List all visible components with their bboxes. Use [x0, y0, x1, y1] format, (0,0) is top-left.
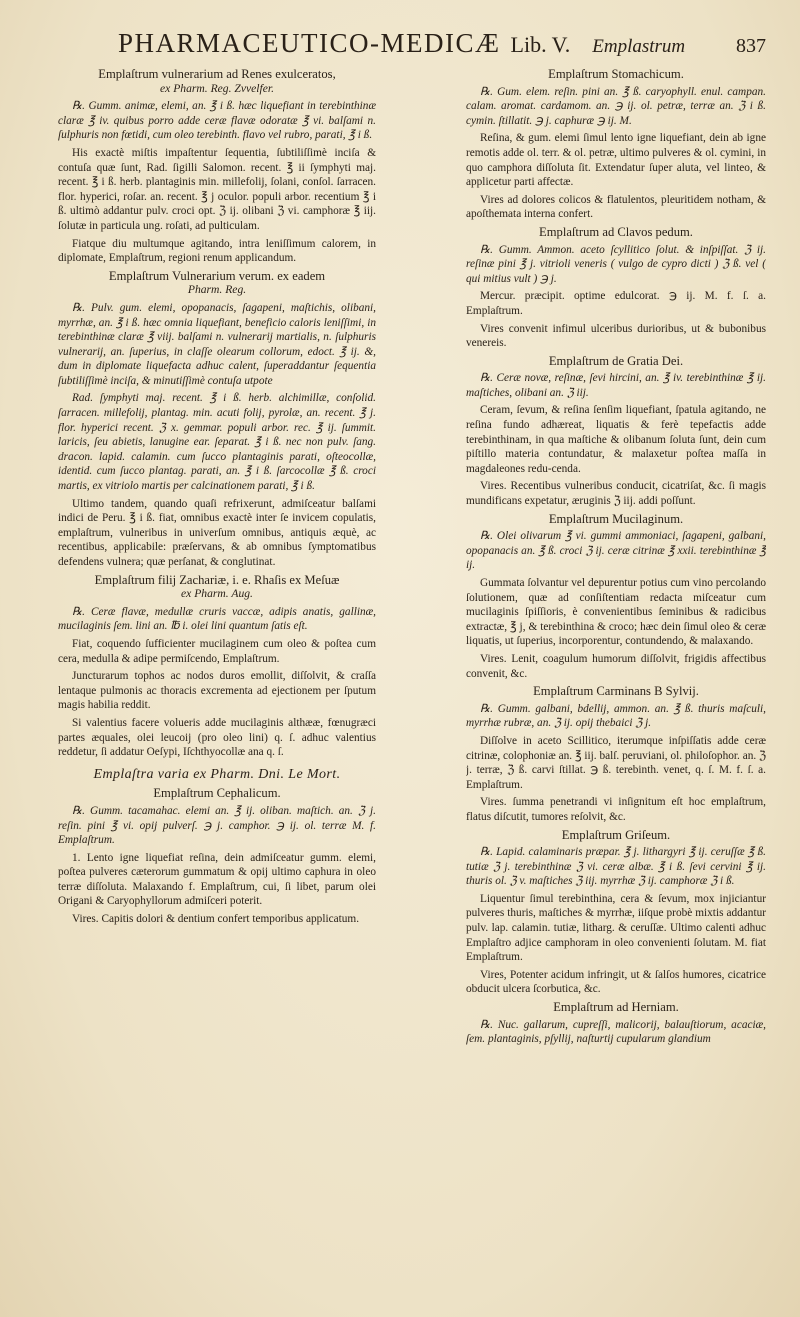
recipe-section: [466, 684, 766, 824]
recipe-section: [58, 573, 376, 760]
recipe-virtues: Vires. Lenit, coagulum humorum diſſolvit, frigidis affectibus convenit, &c.: [466, 652, 766, 680]
recipe-title: Emplaſtrum de Gratia Dei.: [548, 353, 684, 368]
recipe-title: Emplaſtrum Carminans B Sylvij.: [533, 684, 699, 699]
recipe-instructions: 1. Lento igne liquefiat reſina, dein admiſceatur gumm. elemi, poſtea pulveres cæterorum gummatum & opij ultimo caphura in oleo terræ diſſoluta. Malaxando f. Emplaſtrum, cui, ſi libet, parum olei Origani & Caryophyllorum admiſceri poterit.: [58, 851, 376, 908]
recipe-section: [466, 354, 766, 509]
recipe-ingredients: ℞. Gumm. animæ, elemi, an. ℥ i ß. hæc liquefiant in terebinthinæ claræ ℥ iv. quibus porro adde ceræ flavæ odoratæ ℥ vi. balſami n. ſulphuris non fœtidi, cum oleo terebinth. flavo vel rubro, parati, ℥ i ß.: [58, 100, 376, 142]
recipe-instructions: Gummata ſolvantur vel depurentur potius cum vino percolando ſolutionem, quæ ad conſiſtentiam redacta miſceatur cum mucilaginis ſpiſſioris, è convenientibus ſeminibus & radicibus extractæ, ℥ j, & terebinthina & croco; hæc dein ſimul oleo & ceræ liquatis, ut ſuperius, incorporentur, contundendo, & malaxando.: [466, 577, 766, 648]
recipe-instructions: Mercur. præcipit. optime edulcorat. ℈ ij. M. f. ſ. a. Emplaſtrum.: [466, 290, 766, 317]
recipe-ingredients: ℞. Ceræ novæ, reſinæ, ſevi hircini, an. ℥ iv. terebinthinæ ℥ ij. maſtiches, olibani an. ℨ iij.: [466, 372, 766, 399]
recipe-section: [58, 786, 376, 926]
recipe-ingredients: Rad. ſymphyti maj. recent. ℥ i ß. herb. alchimillæ, conſolid. ſarracen. millefolij, plantag. min. acuti folij, pyrolæ, an. recent. ℥ j. flor. hyperici recent. ℨ x. gemmar. populi arbor. rec. ℥ ij. ſummit. laricis, ſeu abietis, lanugine ear. ſeparat. ℥ i ß. nec non pulv. ſang. dracon. lapid. calamin. cum ſucco plantaginis parati, oſteocollæ, identid. cum ſucco plantag. parati, an. ℥ i ß. ſarcocollæ ℥ ß. croci martis, ex vitriolo martis per calcinationem parati, ℥ i ß.: [58, 392, 376, 493]
recipe-title: Emplaſtrum ad Herniam.: [553, 1000, 679, 1015]
recipe-ingredients: ℞. Ceræ flavæ, medullæ cruris vaccæ, adipis anatis, gallinæ, mucilaginis ſem. lini an. ℔ i. olei lini quantum ſatis eſt.: [58, 605, 376, 633]
recipe-title: Emplaſtrum filij Zachariæ, i. e. Rhaſis ex Meſuæ: [94, 572, 340, 587]
recipe-virtues: Juncturarum tophos ac nodos duros emollit, diſſolvit, & craſſa lentaque pulmonis ac thoracis excrementa ad ejectionem per ſputum magis habilia reddit.: [58, 670, 376, 712]
recipe-title: Emplaſtrum Stomachicum.: [548, 67, 684, 81]
recipe-instructions: Fiatque diu multumque agitando, intra leniſſimum calorem, in diplomate, Emplaſtrum, regioni renum applicandum.: [58, 237, 376, 265]
page-number: 837: [736, 35, 766, 57]
recipe-ingredients: ℞. Olei olivarum ℥ vi. gummi ammoniaci, ſagapeni, galbani, opopanacis an. ℥ ß. croci ℨ ij. ceræ citrinæ ℥ xxii. terebinthinæ ℥ ij.: [466, 530, 766, 572]
recipe-ingredients: ℞. Gum. elem. reſin. pini an. ℥ ß. caryophyll. enul. campan. calam. aromat. cardamom. an. ℈ ij. ol. petræ, terræ an. ℨ i ß. cymin. ſtillatit. ℈ j. caphuræ ℈ ij. M.: [466, 85, 766, 127]
recipe-virtues: Vires convenit infimul ulceribus durioribus, ut & bubonibus venereis.: [466, 322, 766, 350]
recipe-section: [466, 1000, 766, 1047]
recipe-instructions: Diſſolve in aceto Scillitico, iterumque inſpiſſatis adde ceræ citrinæ, colophoniæ an. ℥ iij. balſ. peruviani, ol. philoſophor. an. ℨ j. terræ, ℨ ß. carvi ſtillat. ℈ ß. terebinth. venet, q. ſ. M. f. ſ. a. Emplaſtrum.: [466, 734, 766, 791]
section-title: Emplastrum: [592, 36, 686, 57]
recipe-section: [466, 225, 766, 351]
recipe-section: [466, 828, 766, 998]
recipe-virtues: Vires. ſumma penetrandi vi inſignitum eſt hoc emplaſtrum, flatus diſcutit, tumores reſolvit, &c.: [466, 796, 766, 823]
recipe-title: Emplaſtrum vulnerarium ad Renes exulceratos,: [98, 67, 336, 81]
recipe-source: ex Pharm. Aug.: [181, 587, 253, 601]
recipe-ingredients: ℞. Pulv. gum. elemi, opopanacis, ſagapeni, maſtichis, olibani, myrrhæ, an. ℥ i ß. hæc omnia liquefiant, beneficio caloris leniſſimi, in terebinthinæ claræ ℥ viij. balſami n. vulnerarij martialis, n. ſulphuris vulnerarij, an. ſuperius, in claſſe olearum collorum, edoct. ℥ ij. &, dum in diplomate liquefacta adhuc calent, ſuperaddantur ſequentia ſubtiliſſimè inciſa, & minutiſſimè contuſa utpote: [58, 301, 376, 387]
recipe-instructions: Liquentur ſimul terebinthina, cera & ſevum, mox injiciantur pulveres thuris, maſtiches & myrrhæ, iiſque probè mixtis addantur pulv. lap. calamin. tutiæ, litharg. & ceruſſæ. Ultimo calenti adhuc Emplaſtro adjice camphoram in oleo convenienti ſolutam. M. fiat Emplaſtrum.: [466, 892, 766, 964]
recipe-source: ex Pharm. Reg. Zvvelfer.: [160, 81, 274, 95]
recipe-title: Emplaſtrum Cephalicum.: [153, 786, 281, 801]
recipe-instructions: Reſina, & gum. elemi ſimul lento igne liquefiant, dein ab igne remotis adde ol. terr. & ol. petræ, ultimo pulveres & ol. cymini, in quo camphora diſſoluta ſit. Extendatur ſuper aluta, vel linteo, & applicetur parti affectæ.: [466, 132, 766, 189]
recipe-title: Emplaſtrum Vulnerarium verum. ex eadem: [108, 268, 326, 283]
recipe-title: Emplaſtrum ad Clavos pedum.: [539, 224, 693, 239]
recipe-section: [466, 512, 766, 682]
book-number: Lib. V.: [510, 32, 571, 57]
recipe-instructions: Ceram, ſevum, & reſina ſenſim liquefiant, ſpatula agitando, ne reſina fundo adhæreat, liquatis & ferè tepefactis adde terebinthinam, in qua maſtiche & olibanum ſoluta ſunt, dein cum piſtillo materia contundatur, & malaxetur poſtea maſſa in magdaleones redu-cenda.: [466, 404, 766, 475]
recipe-virtues: Vires. Recentibus vulneribus conducit, cicatriſat, &c. ſi magis mundificans expetatur, æruginis ℨ iij. addi poſſunt.: [466, 480, 766, 508]
recipe-ingredients: ℞. Lapid. calaminaris præpar. ℥ j. lithargyri ℥ ij. ceruſſæ ℥ ß. tutiæ ℨ j. terebinthinæ ℨ vi. ceræ albæ. ℥ i ß. ſevi cervini ℥ ij. thuris ol. ℨ v. maſtiches ℨ iij. myrrhæ ℨ ij. camphoræ ℨ i ß.: [466, 846, 766, 888]
right-column: [466, 64, 766, 1305]
recipe-ingredients: ℞. Gumm. tacamahac. elemi an. ℥ ij. oliban. maſtich. an. ℨ j. reſin. pini ℥ vi. opij pulverſ. ℈ j. camphor. ℈ ij. ol. terræ M. f. Emplaſtrum.: [58, 804, 376, 847]
recipe-source: Pharm. Reg.: [187, 283, 247, 297]
recipe-instructions: Ultimo tandem, quando quaſi refrixerunt, admiſceatur balſami indici de Peru. ℥ i ß. fiat, omnibus exactè inter ſe invicem copulatis, emplaſtrum, vulneribus in univerſum omnibus, antiquis æquè, ac recentibus, applicabile: præſervans, & ab omnibus ſymptomatibus defendens vulnera; quæ perſanat, & conglutinat.: [58, 497, 376, 568]
recipe-virtues: Vires, Potenter acidum infringit, ut & ſalſos humores, cicatrice obducit ulcera ſcorbutica, &c.: [466, 968, 766, 996]
recipe-ingredients: ℞. Nuc. gallarum, cupreſſi, malicorij, balauſtiorum, acaciæ, ſem. plantaginis, pſyllij, naſturtij cupularum glandium: [466, 1018, 766, 1046]
running-head: [118, 28, 766, 64]
recipe-virtues: Vires ad dolores colicos & flatulentos, pleuritidem notham, & apoſthemata interna confert.: [466, 193, 766, 221]
recipe-virtues: Vires. Capitis dolori & dentium confert temporibus applicatum.: [72, 913, 360, 926]
chapter-heading: Emplaſtra varia ex Pharm. Dni. Le Mort.: [93, 766, 341, 782]
recipe-title: Emplaſtrum Griſeum.: [561, 827, 671, 842]
recipe-section: [466, 67, 766, 222]
recipe-section: [58, 269, 376, 570]
recipe-section: [58, 67, 376, 266]
recipe-ingredients: ℞. Gumm. galbani, bdellij, ammon. an. ℥ ß. thuris maſculi, myrrhæ rubræ, an. ℨ ij. opij thebaici ℨ j.: [466, 702, 766, 730]
left-column: [58, 64, 376, 1305]
recipe-instructions: Fiat, coquendo ſufficienter mucilaginem cum oleo & poſtea cum cera, medulla & adipe permiſcendo, Emplaſtrum.: [58, 637, 376, 665]
recipe-title: Emplaſtrum Mucilaginum.: [548, 511, 684, 526]
recipe-note: Si valentius facere volueris adde mucilaginis althææ, fœnugræci partes æquales, olei leucoij (pro oleo lini) q. ſ. adhuc valentius reddetur, ſi addatur Oeſypi, Iſchthyocollæ ana q. ſ.: [58, 716, 376, 759]
recipe-ingredients: ℞. Gumm. Ammon. aceto ſcyllitico ſolut. & inſpiſſat. ℨ ij. reſinæ pini ℥ j. vitrioli veneris ( vulgo de cypro dicti ) ℨ ß. vel ( qui mitius vult ) ℈ j.: [466, 243, 766, 285]
running-title: PHARMACEUTICO-MEDICÆ: [118, 28, 501, 58]
recipe-instructions: His exactè miſtis impaſtentur ſequentia, ſubtiliſſimè inciſa & contuſa quæ ſunt, Rad. ſigilli Salomon. recent. ℥ ii ſymphyti maj. recent. ℥ i ß. herb. plantaginis min. millefolij, ſolani, conſol. ſarracen. flor. hyperici, roſar. an. recent. ℥ j oculor. populi arbor. recentium ℥ i ß. ultimò addantur pulv. croci opt. ℨ ij. olibani ℨ vi. camphoræ ℥ iij. ſolutæ in particula ung. roſati, ad pulticulam.: [58, 146, 376, 232]
